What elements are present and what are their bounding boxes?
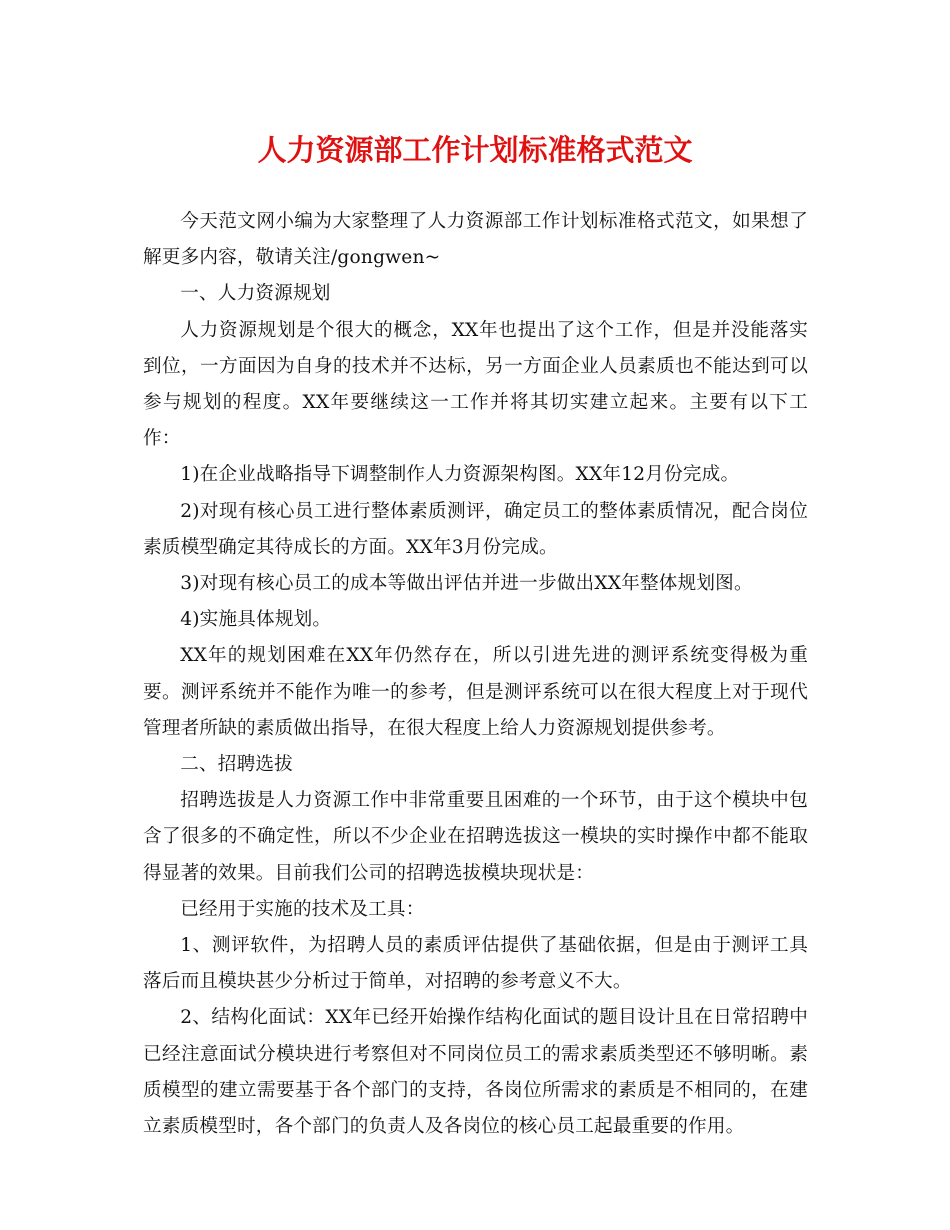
paragraph-tool-1: 1、测评软件，为招聘人员的素质评估提供了基础依据，但是由于测评工具落后而且模块甚少分析过于简单，对招聘的参考意义不大。 (143, 935, 808, 993)
section-heading-recruitment: 二、招聘选拔 (180, 754, 293, 776)
paragraph-tool-2: 2、结构化面试：XX年已经开始操作结构化面试的题目设计且在日常招聘中已经注意面试分模块进行考察但对不同岗位员工的需求素质类型还不够明晰。素质模型的建立需要基于各个部门的支持，各岗位所需求的素质是不相同的，在建立素质模型时，各个部门的负责人及各岗位的核心员工起最重要的作用。 (143, 1007, 808, 1138)
paragraph-hr-planning: 人力资源规划是个很大的概念，XX年也提出了这个工作，但是并没能落实到位，一方面因为自身的技术并不达标，另一方面企业人员素质也不能达到可以参与规划的程度。XX年要继续这一工作并将其切实建立起来。主要有以下工作： (143, 319, 808, 450)
list-item-4: 4)实施具体规划。 (180, 609, 332, 631)
paragraph-planning-difficulty: XX年的规划困难在XX年仍然存在，所以引进先进的测评系统变得极为重要。测评系统并不能作为唯一的参考，但是测评系统可以在很大程度上对于现代管理者所缺的素质做出指导，在很大程度上给人力资源规划提供参考。 (143, 645, 808, 739)
document-body (143, 204, 808, 1145)
paragraph-recruitment: 招聘选拔是人力资源工作中非常重要且困难的一个环节，由于这个模块中包含了很多的不确定性，所以不少企业在招聘选拔这一模块的实时操作中都不能取得显著的效果。目前我们公司的招聘选拔模块现状是： (143, 790, 808, 884)
section-heading-hr-planning: 一、人力资源规划 (180, 283, 331, 305)
document-title: 人力资源部工作计划标准格式范文 (257, 133, 693, 167)
list-item-1: 1)在企业战略指导下调整制作人力资源架构图。XX年12月份完成。 (180, 464, 740, 486)
list-item-3: 3)对现有核心员工的成本等做出评估并进一步做出XX年整体规划图。 (180, 573, 753, 595)
paragraph-tools-heading: 已经用于实施的技术及工具： (180, 898, 425, 920)
intro-paragraph: 今天范文网小编为大家整理了人力资源部工作计划标准格式范文，如果想了解更多内容，敬请关注/gongwen~ (143, 211, 808, 269)
list-item-2: 2)对现有核心员工进行整体素质测评，确定员工的整体素质情况，配合岗位素质模型确定其待成长的方面。XX年3月份完成。 (143, 500, 808, 558)
